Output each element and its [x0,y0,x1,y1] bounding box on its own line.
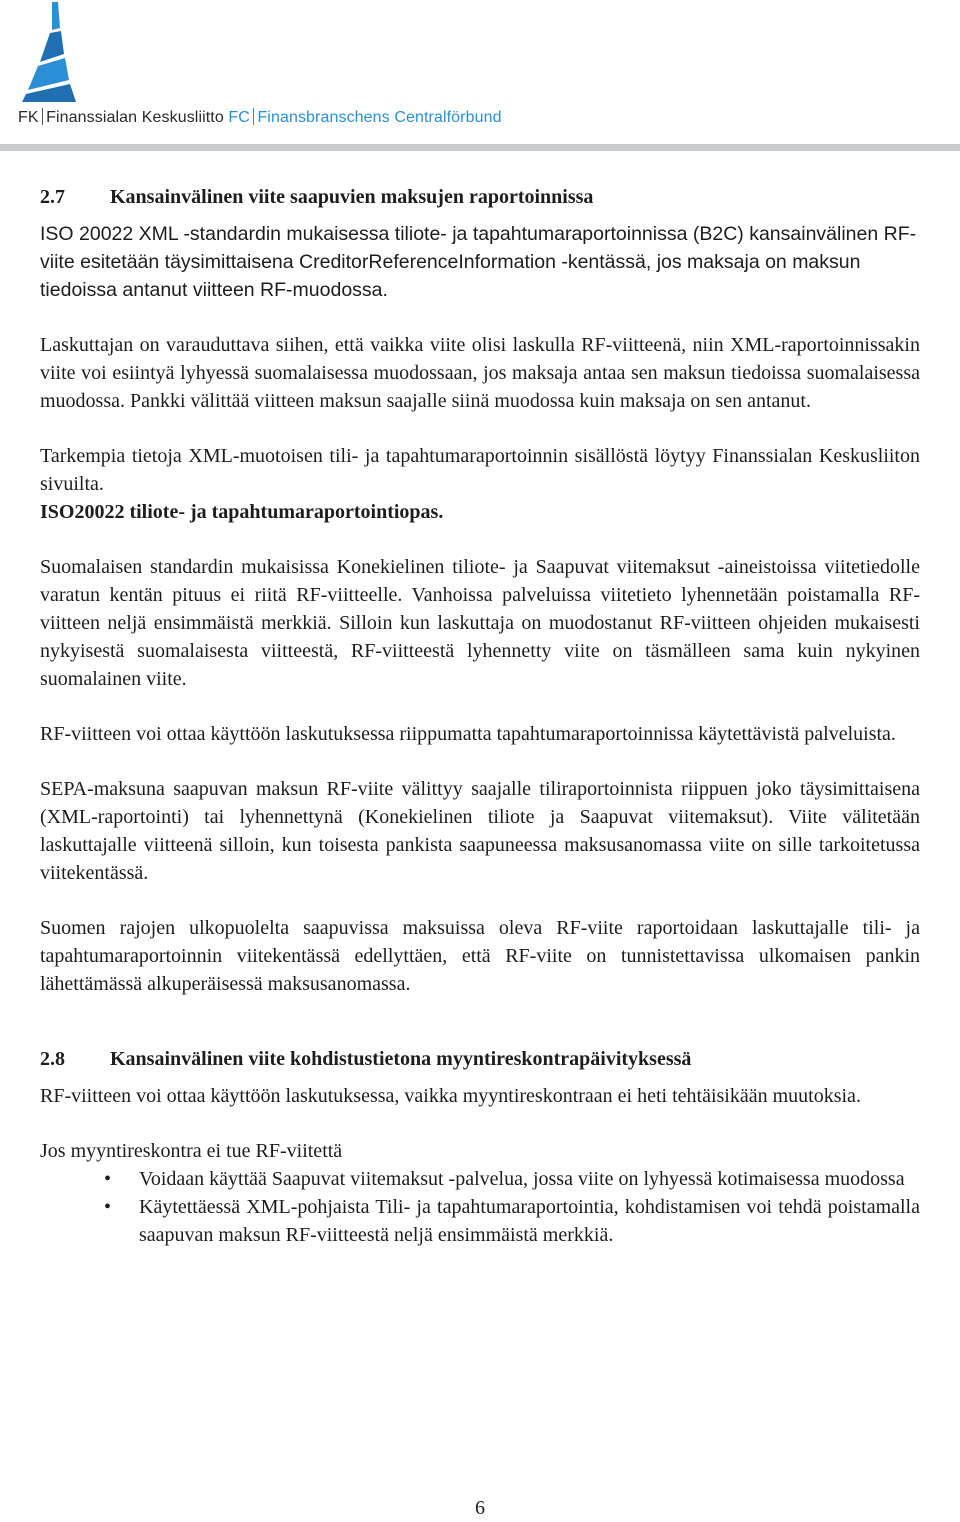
section-heading [40,180,920,214]
page-number: 6 [475,1497,485,1519]
paragraph: RF-viitteen voi ottaa käyttöön laskutuksessa, vaikka myyntireskontraan ei heti tehtäisikään muutoksia. [40,1085,861,1107]
header-rule [0,144,960,151]
section-number: 2.8 [40,1048,65,1070]
paragraph: Suomen rajojen ulkopuolelta saapuvissa maksuissa oleva RF-viite raportoidaan laskuttajalle tili- ja tapahtumaraportoinnin viitekentässä edellyttäen, että RF-viite on tunnistettavissa ulkomaisen pankin lähettämässä alkuperäisessä maksusanomassa. [40,917,920,995]
page-header [0,0,960,150]
separator [42,108,44,125]
fk-triangle-logo-icon [22,2,94,102]
separator [253,108,255,125]
section-title: Kansainvälinen viite saapuvien maksujen raportoinnissa [110,186,594,208]
section-heading [40,1042,920,1076]
paragraph: RF-viitteen voi ottaa käyttöön laskutuksessa riippumatta tapahtumaraportoinnissa käytettävistä palveluista. [40,723,896,745]
paragraph: Laskuttajan on varauduttava siihen, että vaikka viite olisi laskulla RF-viitteenä, niin XML-raportoinnissakin viite voi esiintyä lyhyessä suomalaisessa muodossaan, jos maksaja antaa sen maksun tiedoissa suomalaisessa muodossa. Pankki välittää viitteen maksun saajalle siinä muodossa kuin maksaja on sen antanut. [40,334,920,412]
section-number: 2.7 [40,186,65,208]
paragraph: Jos myyntireskontra ei tue RF-viitettä [40,1140,343,1162]
document-body [40,180,920,1249]
org-name-finnish: Finanssialan Keskusliitto [46,109,224,126]
list-item-text: Voidaan käyttää Saapuvat viitemaksut -palvelua, jossa viite on lyhyessä kotimaisessa muodossa [139,1168,905,1190]
organization-name [18,108,502,127]
bullet-icon: • [104,1196,112,1218]
paragraph: Tarkempia tietoja XML-muotoisen tili- ja tapahtumaraportoinnin sisällöstä löytyy Finanssialan Keskusliiton sivuilta. [40,445,920,495]
fc-abbreviation: FC [228,109,250,126]
list-item-text: Käytettäessä XML-pohjaista Tili- ja tapahtumaraportointia, kohdistamisen voi tehdä poistamalla saapuvan maksun RF-viitteestä neljä ensimmäistä merkkiä. [139,1196,920,1246]
bullet-icon: • [104,1168,112,1190]
paragraph: SEPA-maksuna saapuvan maksun RF-viite välittyy saajalle tiliraportoinnista riippuen joko täysimittaisena (XML-raportointi) tai lyhennettynä (Konekielinen tiliote ja Saapuvat viitemaksut). Viite välitetään laskuttajalle viitteenä silloin, kun toisesta pankista saapuneessa maksusanomassa viite on sille tarkoitetussa viitekentässä. [40,778,920,884]
paragraph: ISO 20022 XML -standardin mukaisessa tiliote- ja tapahtumaraportoinnissa (B2C) kansainvälinen RF-viite esitetään täysimittaisena CreditorReferenceInformation -kentässä, jos maksaja on maksun tiedoissa antanut viitteen RF-muodossa. [40,223,917,301]
list-item [40,1193,920,1249]
fk-abbreviation: FK [18,109,39,126]
guide-link-text: ISO20022 tiliote- ja tapahtumaraportointiopas. [40,501,444,523]
bullet-list [40,1165,920,1249]
org-name-swedish: Finansbranschens Centralförbund [257,109,502,126]
paragraph: Suomalaisen standardin mukaisissa Konekielinen tiliote- ja Saapuvat viitemaksut -aineistoissa viitetiedolle varatun kentän pituus ei riitä RF-viitteelle. Vanhoissa palveluissa viitetieto lyhennetään poistamalla RF-viitteen neljä ensimmäistä merkkiä. Silloin kun laskuttaja on muodostanut RF-viitteen ohjeiden mukaisesti nykyisestä suomalaisesta viitteestä, RF-viitteestä lyhennetty viite on täsmälleen sama kuin nykyinen suomalainen viite. [40,556,920,690]
list-item [40,1165,920,1193]
section-title: Kansainvälinen viite kohdistustietona myyntireskontrapäivityksessä [110,1048,692,1070]
